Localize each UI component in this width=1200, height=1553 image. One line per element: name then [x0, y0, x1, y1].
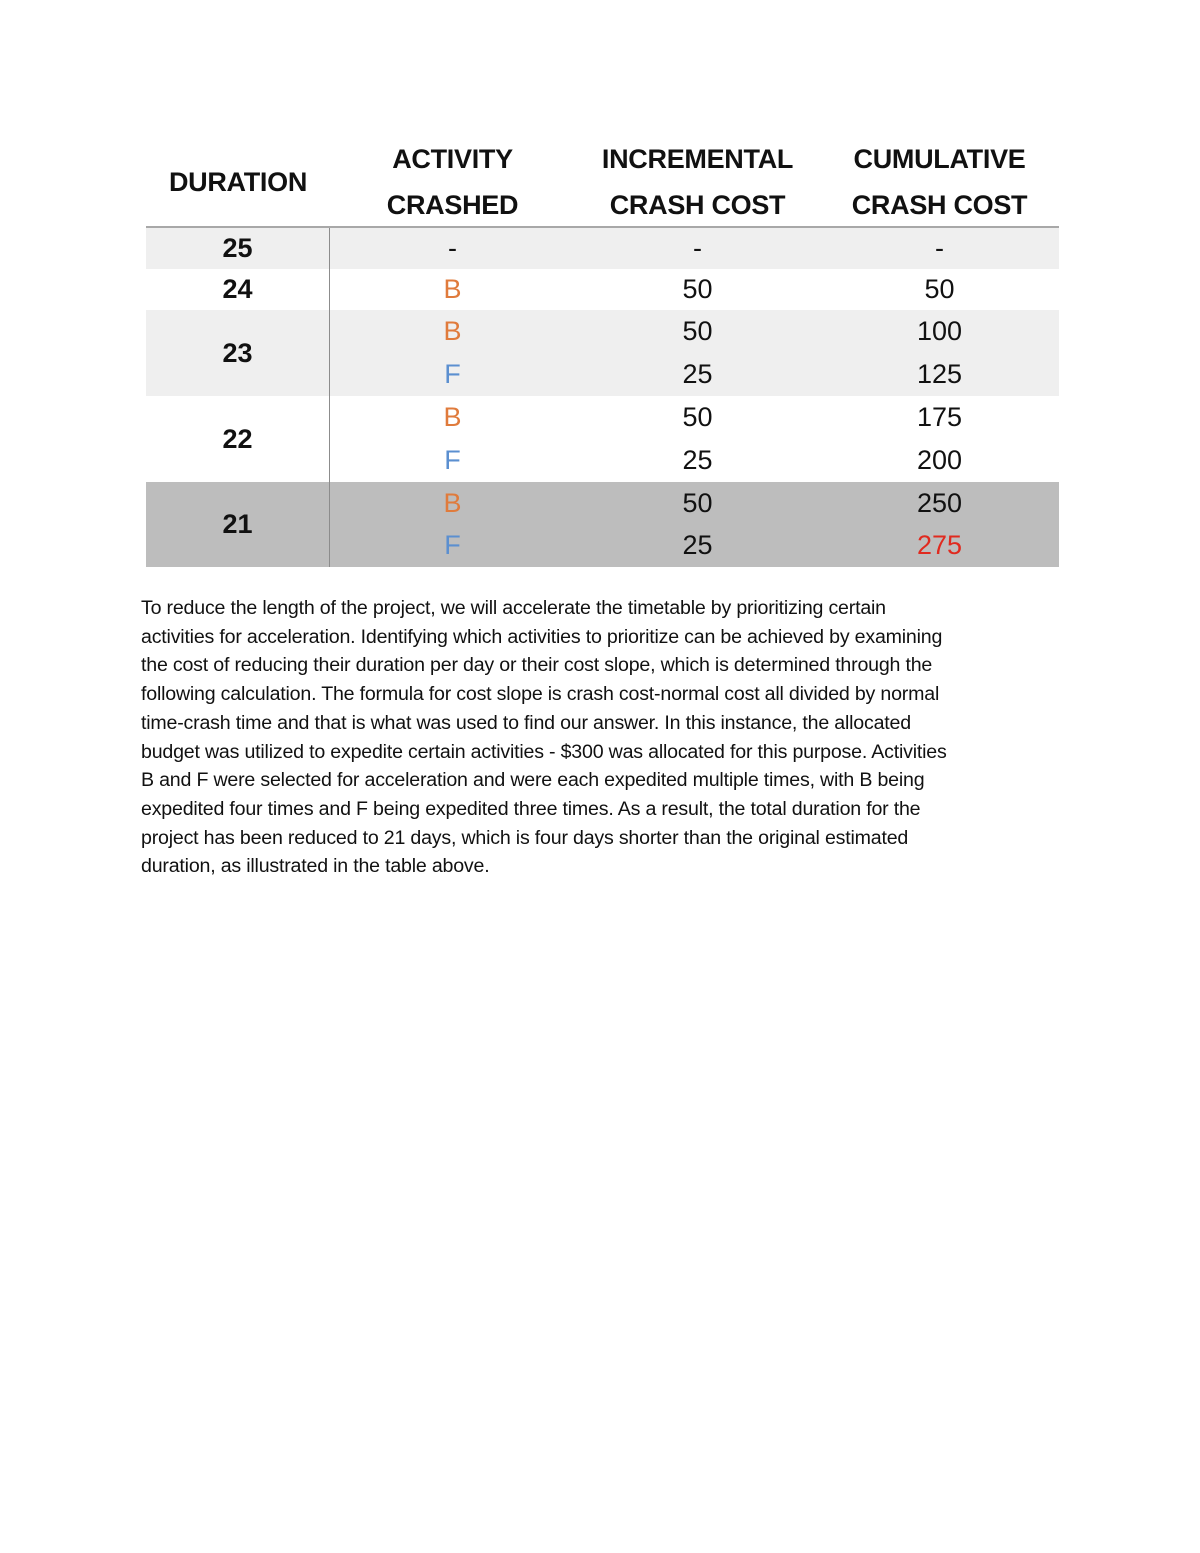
group-duration-23	[146, 310, 1059, 396]
incremental-cost-cell: 50	[682, 315, 713, 346]
header-activity-line2: CRASHED	[386, 190, 519, 220]
explanation-paragraph	[141, 594, 1066, 881]
paragraph-line: project has been reduced to 21 days, which is four days shorter than the original estimated	[141, 826, 909, 849]
incremental-cost-cell: 50	[682, 401, 713, 432]
incremental-cost-cell: 50	[682, 487, 713, 518]
duration-cell: 25	[146, 228, 330, 269]
header-duration-label: DURATION	[168, 167, 308, 197]
group-duration-25	[146, 228, 1059, 269]
paragraph-line: activities for acceleration. Identifying which activities to prioritize can be achieved by examining	[141, 625, 943, 648]
incremental-cost-cell: 50	[682, 274, 713, 304]
cumulative-cost-cell: 50	[924, 274, 955, 304]
incremental-cost-cell: 25	[682, 358, 713, 389]
activity-cell: F	[444, 444, 461, 475]
incremental-cost-cell: -	[693, 233, 702, 263]
activity-cell: -	[448, 233, 457, 263]
cumulative-cost-cell: -	[935, 233, 944, 263]
incremental-cost-cell: 25	[682, 444, 713, 475]
cumulative-cost-total-cell: 275	[916, 530, 963, 560]
paragraph-line: To reduce the length of the project, we will accelerate the timetable by prioritizing certain	[141, 597, 886, 619]
duration-cell: 21	[146, 482, 330, 567]
incremental-cost-cell: 25	[682, 530, 713, 560]
crash-cost-table	[146, 136, 1059, 567]
header-cumulative-line1: CUMULATIVE	[853, 144, 1026, 174]
group-duration-24	[146, 269, 1059, 310]
activity-cell: F	[444, 358, 461, 389]
paragraph-line: expedited four times and F being expedited three times. As a result, the total duration for the	[141, 797, 921, 820]
paragraph-line: B and F were selected for acceleration and were each expedited multiple times, with B being	[141, 769, 925, 792]
header-activity-line1: ACTIVITY	[392, 144, 513, 174]
group-duration-22	[146, 396, 1059, 482]
group-duration-21	[146, 482, 1059, 567]
header-incremental-line2: CRASH COST	[609, 190, 786, 220]
duration-cell: 23	[146, 310, 330, 396]
cumulative-cost-cell: 200	[916, 444, 963, 475]
duration-cell: 22	[146, 396, 330, 482]
activity-cell: B	[443, 401, 462, 432]
activity-cell: F	[444, 530, 461, 560]
duration-cell: 24	[146, 269, 330, 310]
paragraph-line: following calculation. The formula for cost slope is crash cost-normal cost all divided by normal	[141, 683, 940, 706]
paragraph-line: the cost of reducing their duration per day or their cost slope, which is determined through the	[141, 654, 933, 677]
paragraph-line: duration, as illustrated in the table above.	[141, 855, 490, 878]
cumulative-cost-cell: 100	[916, 315, 963, 346]
header-activity-crashed	[330, 136, 575, 228]
activity-cell: B	[443, 274, 462, 304]
activity-cell: B	[443, 315, 462, 346]
paragraph-line: time-crash time and that is what was used to find our answer. In this instance, the allocated	[141, 711, 911, 734]
header-cumulative-cost	[820, 136, 1059, 228]
activity-cell: B	[443, 487, 462, 518]
header-duration	[146, 136, 330, 228]
header-cumulative-line2: CRASH COST	[851, 190, 1028, 220]
paragraph-line: budget was utilized to expedite certain activities - $300 was allocated for this purpose. Activities	[141, 740, 947, 763]
cumulative-cost-cell: 125	[916, 358, 963, 389]
cumulative-cost-cell: 175	[916, 401, 963, 432]
table-header	[146, 136, 1059, 228]
header-incremental-cost	[575, 136, 820, 228]
header-incremental-line1: INCREMENTAL	[601, 144, 794, 174]
cumulative-cost-cell: 250	[916, 487, 963, 518]
